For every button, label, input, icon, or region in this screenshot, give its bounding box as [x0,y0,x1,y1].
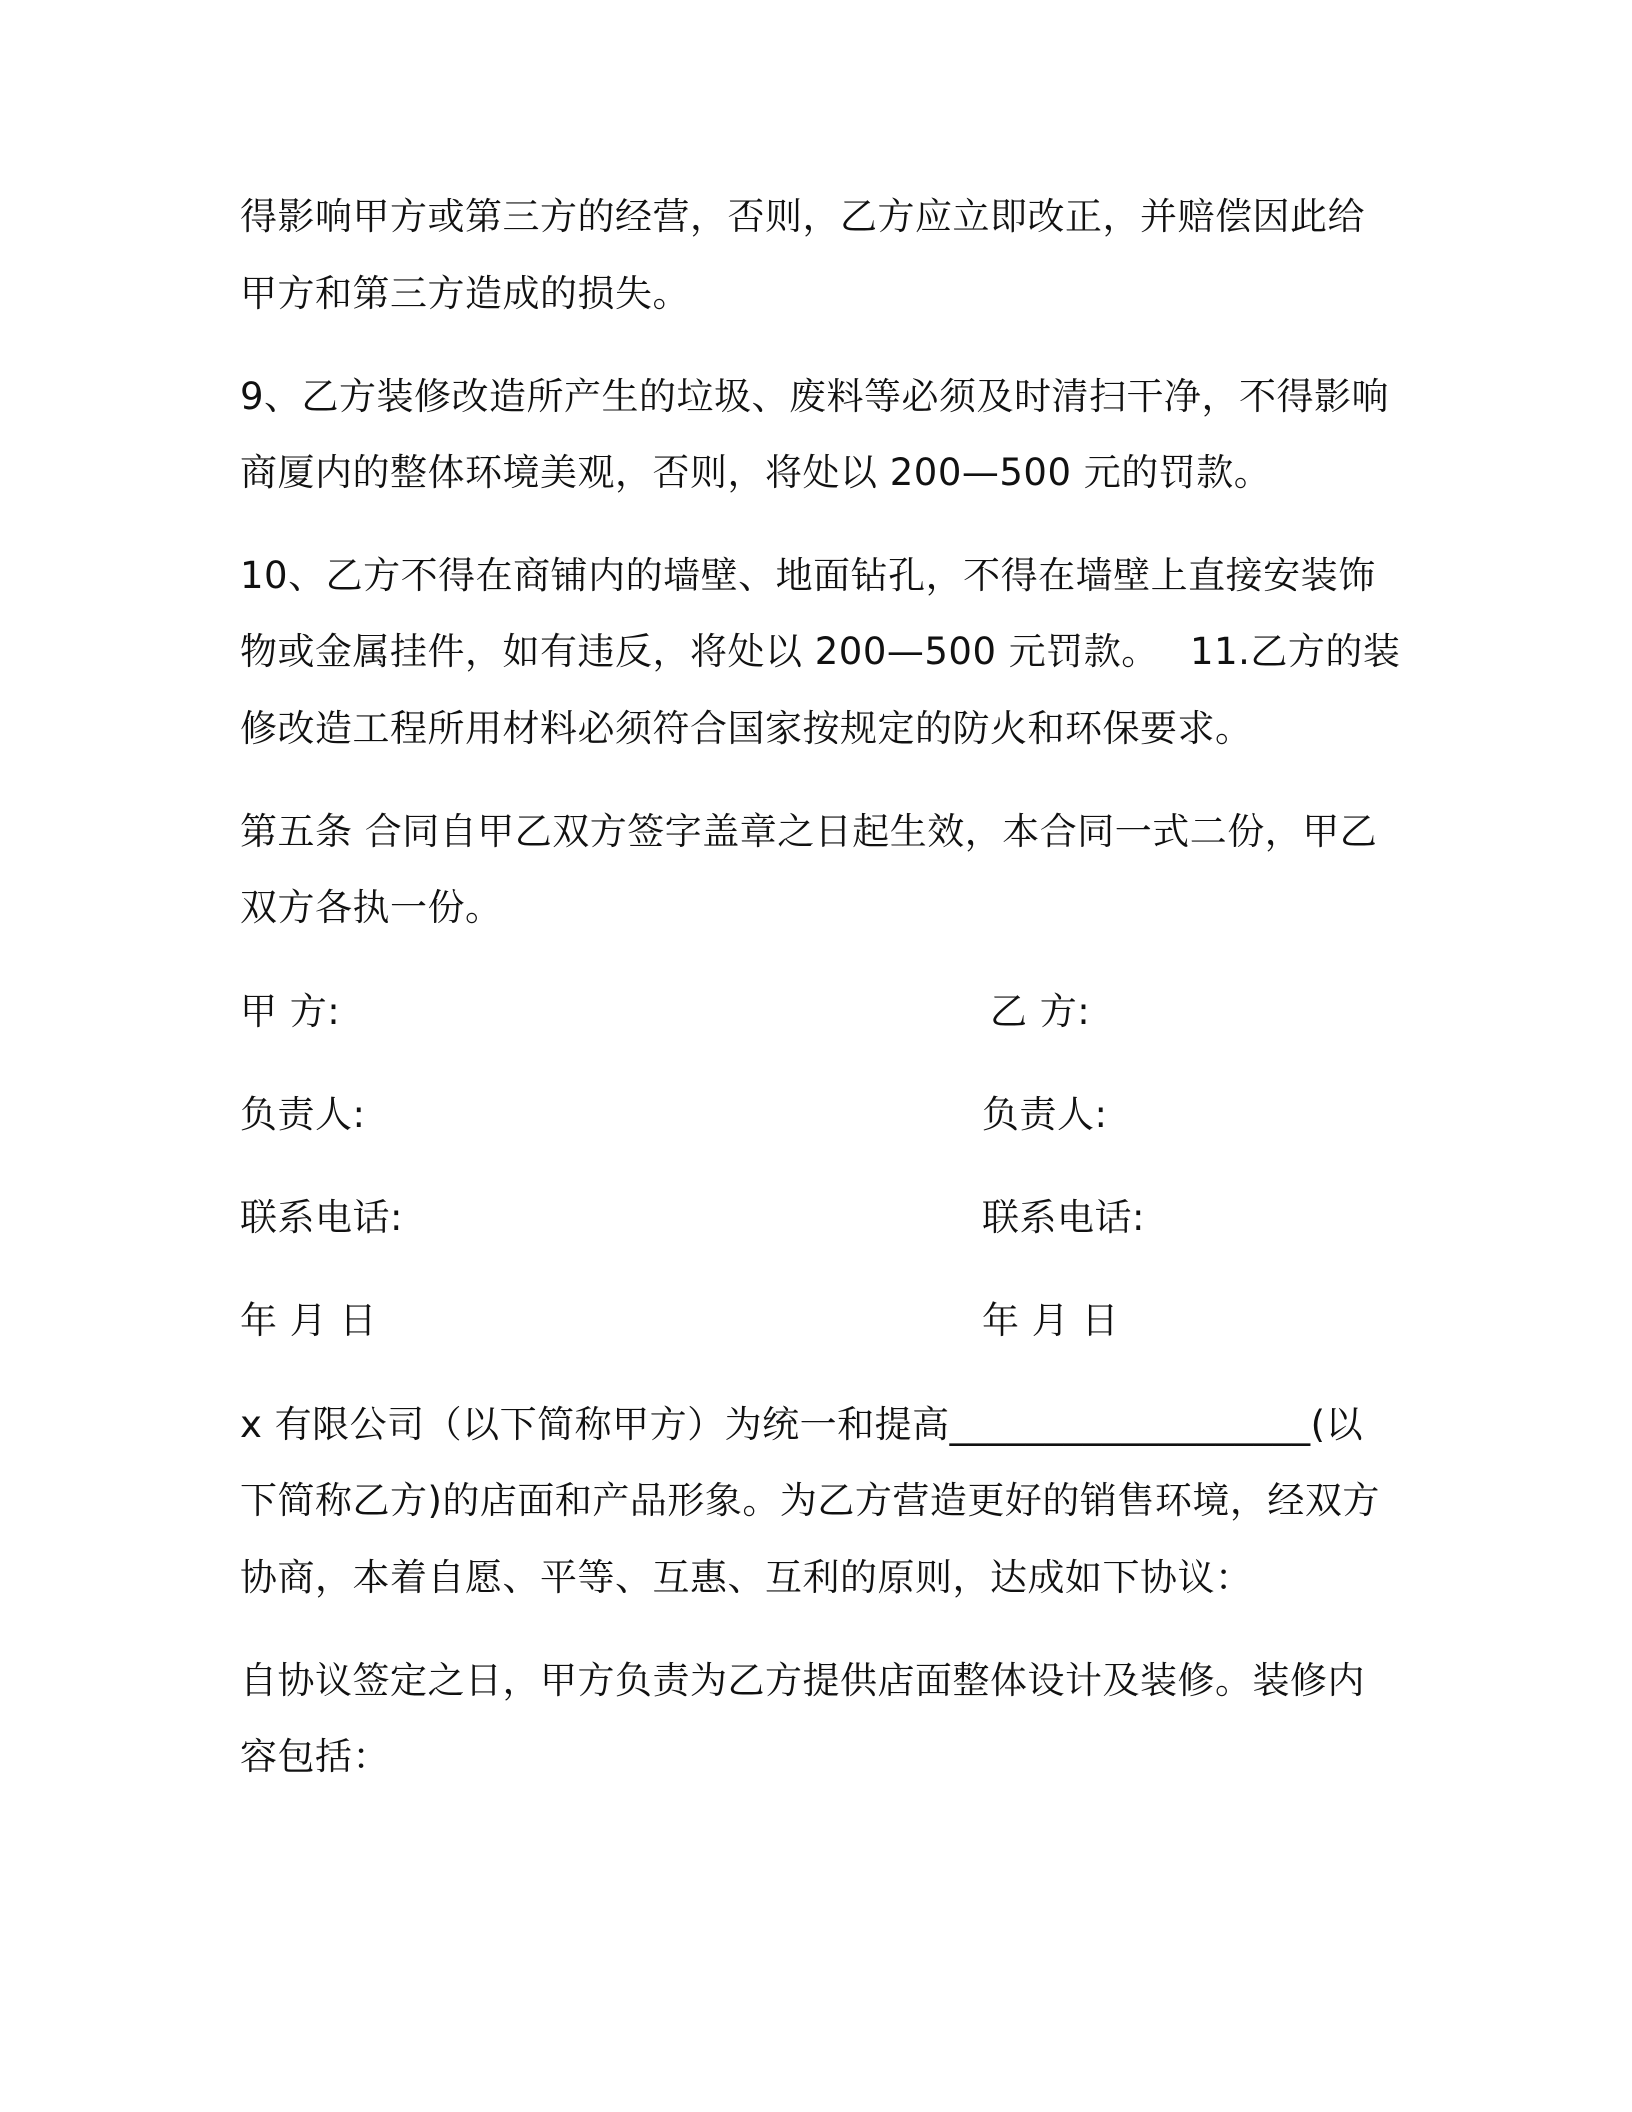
party-b-phone: 联系电话: [982,1196,1145,1239]
clause-10-line: 物或金属挂件，如有违反，将处以 200—500 元罚款。 11.乙方的装 [240,630,1401,673]
clause-9-line: 商厦内的整体环境美观，否则，将处以 200—500 元的罚款。 [240,451,1272,494]
party-a-label: 甲 方: [240,990,341,1033]
agreement-intro-line: 协商，本着自愿、平等、互惠、互利的原则，达成如下协议： [240,1556,1253,1599]
party-a-date: 年 月 日 [240,1299,378,1342]
article-5-line: 双方各执一份。 [240,886,503,929]
party-b-date: 年 月 日 [982,1299,1120,1342]
party-a-responsible: 负责人: [240,1093,366,1136]
agreement-intro-line: 下简称乙方)的店面和产品形象。为乙方营造更好的销售环境，经双方 [240,1479,1380,1522]
agreement-scope-line: 容包括： [240,1735,390,1778]
party-a-phone: 联系电话: [240,1196,403,1239]
paragraph-line: 得影响甲方或第三方的经营，否则，乙方应立即改正，并赔偿因此给 [240,195,1365,238]
paragraph-line: 甲方和第三方造成的损失。 [240,272,690,315]
clause-10-line: 修改造工程所用材料必须符合国家按规定的防火和环保要求。 [240,707,1253,750]
agreement-intro-line: x 有限公司（以下简称甲方）为统一和提高___________________(以 [240,1403,1364,1446]
agreement-scope-line: 自协议签定之日，甲方负责为乙方提供店面整体设计及装修。装修内 [240,1659,1365,1702]
clause-10-line: 10、乙方不得在商铺内的墙壁、地面钻孔，不得在墙壁上直接安装饰 [240,554,1376,597]
article-5-line: 第五条 合同自甲乙双方签字盖章之日起生效，本合同一式二份，甲乙 [240,810,1378,853]
party-b-label: 乙 方: [990,990,1091,1033]
party-b-responsible: 负责人: [982,1093,1108,1136]
clause-9-line: 9、乙方装修改造所产生的垃圾、废料等必须及时清扫干净，不得影响 [240,375,1390,418]
